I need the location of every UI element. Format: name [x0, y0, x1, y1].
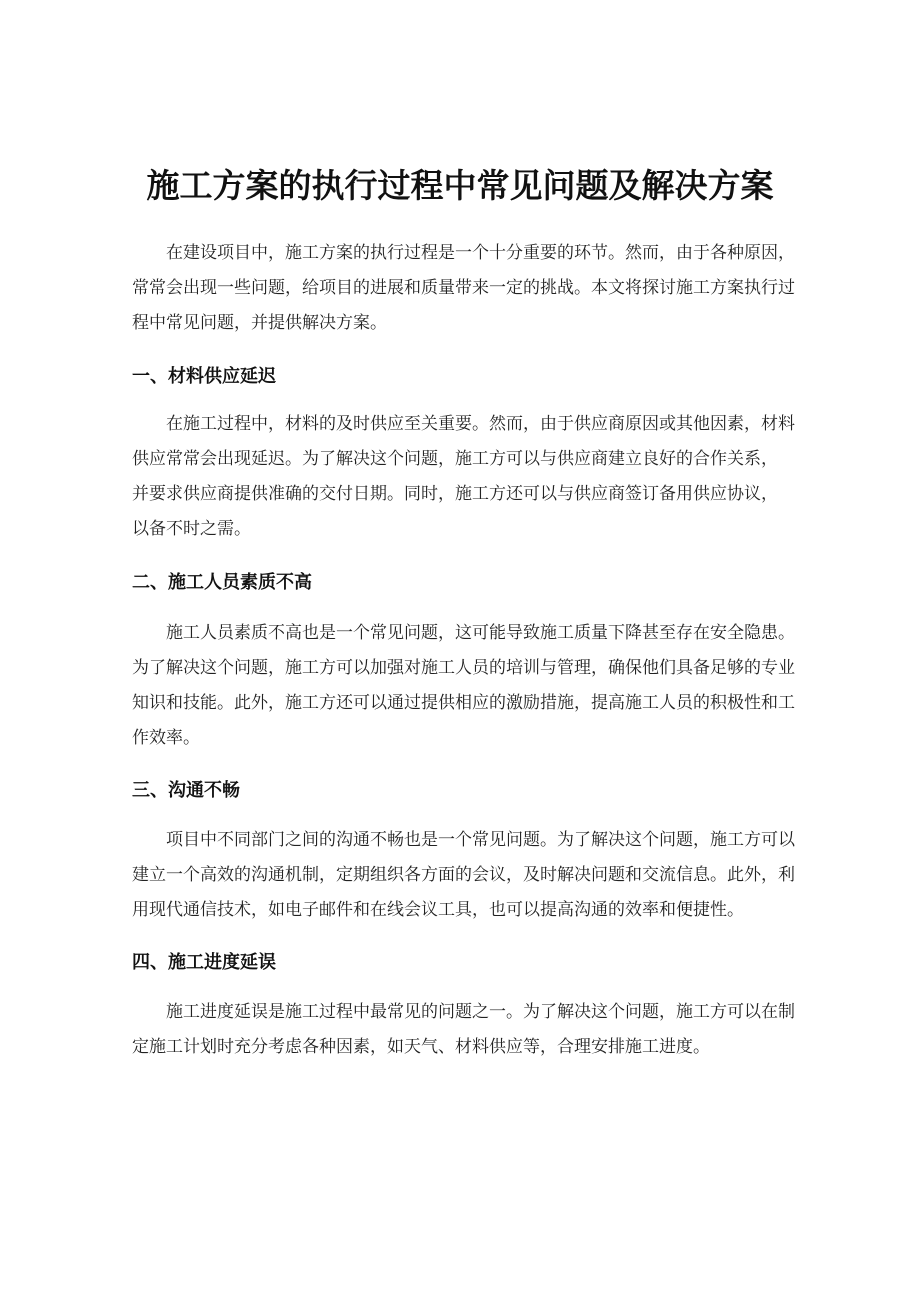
intro-paragraph — [132, 236, 797, 341]
section-paragraph-worker-quality — [132, 616, 797, 756]
paragraph-line: 供应常常会出现延迟。为了解决这个问题，施工方可以与供应商建立良好的合作关系， — [132, 449, 778, 469]
paragraph-line: 施工进度延误是施工过程中最常见的问题之一。为了解决这个问题，施工方可以在制 — [166, 1002, 795, 1022]
paragraph-line: 用现代通信技术，如电子邮件和在线会议工具，也可以提高沟通的效率和便捷性。 — [132, 900, 744, 920]
section-heading-schedule-delay: 四、施工进度延误 — [132, 952, 276, 973]
paragraph-line: 作效率。 — [132, 728, 200, 748]
paragraph-line: 常常会出现一些问题，给项目的进展和质量带来一定的挑战。本文将探讨施工方案执行过 — [132, 278, 795, 298]
section-heading-communication: 三、沟通不畅 — [132, 780, 240, 801]
paragraph-line: 程中常见问题，并提供解决方案。 — [132, 313, 387, 333]
paragraph-line: 项目中不同部门之间的沟通不畅也是一个常见问题。为了解决这个问题，施工方可以 — [166, 830, 795, 850]
section-heading-material-delay: 一、材料供应延迟 — [132, 366, 276, 387]
section-paragraph-material-delay — [132, 407, 797, 547]
paragraph-line: 并要求供应商提供准确的交付日期。同时，施工方还可以与供应商签订备用供应协议， — [132, 484, 778, 504]
paragraph-line: 以备不时之需。 — [132, 519, 251, 539]
paragraph-line: 施工人员素质不高也是一个常见问题，这可能导致施工质量下降甚至存在安全隐患。 — [166, 623, 795, 643]
paragraph-line: 建立一个高效的沟通机制，定期组织各方面的会议，及时解决问题和交流信息。此外，利 — [132, 865, 795, 885]
paragraph-line: 为了解决这个问题，施工方可以加强对施工人员的培训与管理，确保他们具备足够的专业 — [132, 658, 795, 678]
paragraph-line: 在建设项目中，施工方案的执行过程是一个十分重要的环节。然而，由于各种原因， — [166, 243, 795, 263]
document-title: 施工方案的执行过程中常见问题及解决方案 — [146, 166, 774, 205]
section-heading-worker-quality: 二、施工人员素质不高 — [132, 572, 312, 593]
paragraph-line: 定施工计划时充分考虑各种因素，如天气、材料供应等，合理安排施工进度。 — [132, 1037, 710, 1057]
section-paragraph-communication — [132, 823, 797, 928]
paragraph-line: 知识和技能。此外，施工方还可以通过提供相应的激励措施，提高施工人员的积极性和工 — [132, 693, 795, 713]
paragraph-line: 在施工过程中，材料的及时供应至关重要。然而，由于供应商原因或其他因素，材料 — [166, 414, 795, 434]
section-paragraph-schedule-delay — [132, 995, 797, 1065]
